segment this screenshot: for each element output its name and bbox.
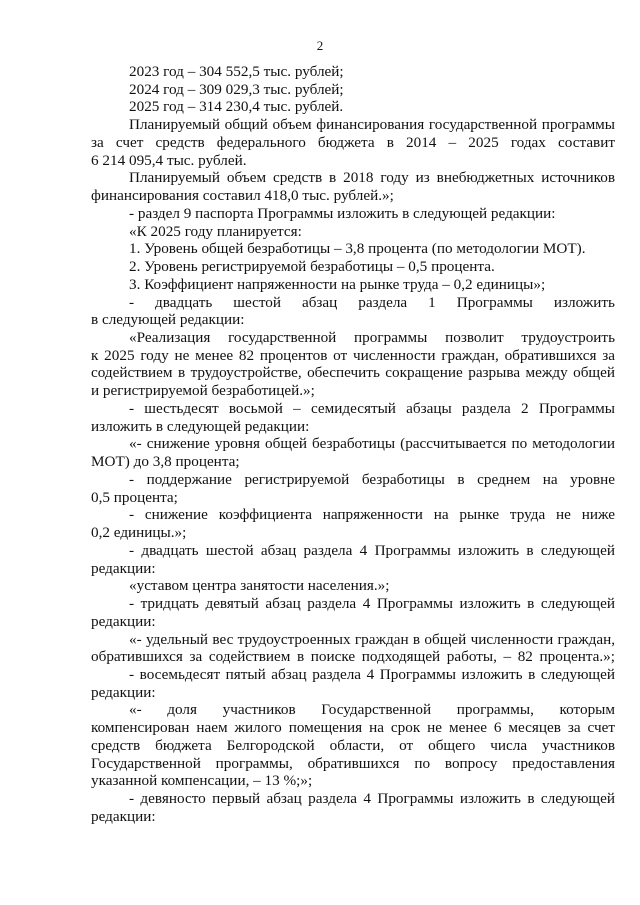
text-line: - снижение коэффициента напряженности на рынке труда не ниже <box>129 506 615 524</box>
text-line: - раздел 9 паспорта Программы изложить в следующей редакции: <box>129 204 556 222</box>
text-line: к 2025 году не менее 82 процентов от численности граждан, обратившихся за <box>91 346 615 364</box>
text-line: Государственной программы, обратившихся по вопросу предоставления <box>91 754 615 772</box>
text-line: средств бюджета Белгородской области, от общего числа участников <box>91 736 615 754</box>
text-line: 2024 год – 309 029,3 тыс. рублей; <box>129 80 344 98</box>
text-line: изложить в следующей редакции: <box>91 417 310 435</box>
text-line: обратившихся за содействием в поиске подходящей работы, – 82 процента.»; <box>91 648 615 666</box>
text-line: МОТ) до 3,8 процента; <box>91 453 240 471</box>
text-line: 6 214 095,4 тыс. рублей. <box>91 151 247 169</box>
text-line: компенсирован наем жилого помещения на срок не менее 6 месяцев за счет <box>91 719 615 737</box>
text-line: 2025 год – 314 230,4 тыс. рублей. <box>129 98 344 116</box>
text-line: 3. Коэффициент напряженности на рынке труда – 0,2 единицы»; <box>129 275 546 293</box>
text-line: - восемьдесят пятый абзац раздела 4 Программы изложить в следующей <box>129 665 615 683</box>
text-line: Планируемый объем средств в 2018 году из внебюджетных источников <box>129 169 615 187</box>
text-line: - тридцать девятый абзац раздела 4 Программы изложить в следующей <box>129 595 615 613</box>
text-line: в следующей редакции: <box>91 311 245 329</box>
text-line: «Реализация государственной программы позволит трудоустроить <box>129 329 615 347</box>
text-line: редакции: <box>91 559 156 577</box>
text-line: редакции: <box>91 807 156 825</box>
text-line: 2. Уровень регистрируемой безработицы – 0,5 процента. <box>129 258 495 276</box>
text-line: за счет средств федерального бюджета в 2014 – 2025 годах составит <box>91 133 615 151</box>
text-line: 2023 год – 304 552,5 тыс. рублей; <box>129 63 344 80</box>
text-line: - поддержание регистрируемой безработицы в среднем на уровне <box>129 470 615 488</box>
text-line: «- удельный вес трудоустроенных граждан в общей численности граждан, <box>129 630 615 648</box>
text-line: содействием в трудоустройстве, обеспечить сокращение разрыва между общей <box>91 364 615 382</box>
text-line: - девяносто первый абзац раздела 4 Программы изложить в следующей <box>129 790 615 808</box>
text-line: Планируемый общий объем финансирования государственной программы <box>129 116 615 134</box>
text-line: указанной компенсации, – 13 %;»; <box>91 772 313 790</box>
text-line: «- снижение уровня общей безработицы (рассчитывается по методологии <box>129 435 615 453</box>
text-line: «уставом центра занятости населения.»; <box>129 577 390 595</box>
text-line: 1. Уровень общей безработицы – 3,8 процента (по методологии МОТ). <box>129 240 586 258</box>
text-line: - двадцать шестой абзац раздела 1 Программы изложить <box>129 293 615 311</box>
text-line: «К 2025 году планируется: <box>129 222 302 240</box>
text-line: 0,2 единицы.»; <box>91 524 187 542</box>
text-line: и регистрируемой безработицей.»; <box>91 382 315 400</box>
text-line: редакции: <box>91 683 156 701</box>
page-number: 2 <box>316 38 324 53</box>
text-line: «- доля участников Государственной программы, которым <box>129 701 615 719</box>
text-line: финансирования составил 418,0 тыс. рублей.»; <box>91 187 394 205</box>
text-line: редакции: <box>91 612 156 630</box>
text-line: - двадцать шестой абзац раздела 4 Программы изложить в следующей <box>129 541 615 559</box>
text-line: 0,5 процента; <box>91 488 178 506</box>
text-line: - шестьдесят восьмой – семидесятый абзацы раздела 2 Программы <box>129 399 615 417</box>
document-body <box>91 63 615 826</box>
